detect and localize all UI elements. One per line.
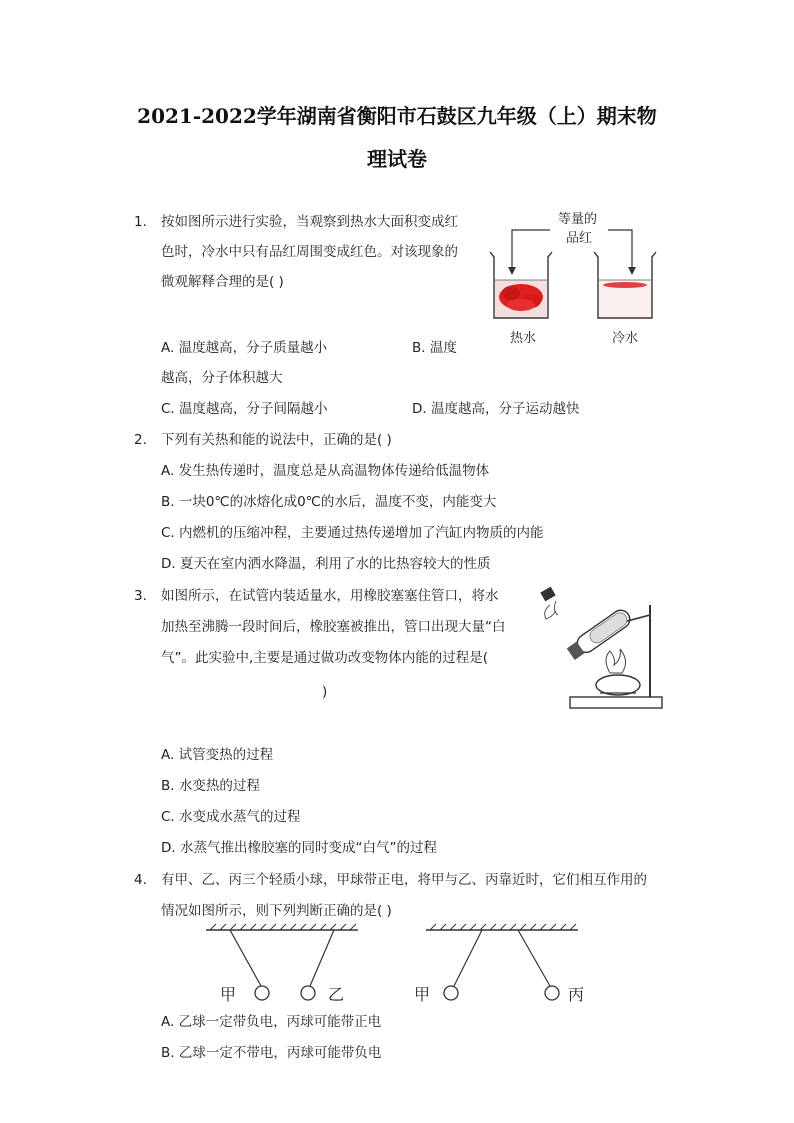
q1-fig-label-top-2: 品红 bbox=[566, 231, 593, 246]
q4-label-jia-right: 甲 bbox=[414, 985, 431, 1004]
q3-stem-line-3: 气”。此实验中,主要是通过做功改变物体内能的过程是( bbox=[161, 650, 489, 666]
q4-stem-line-2: 情况如图所示，则下列判断正确的是( ) bbox=[161, 903, 392, 919]
q1-option-c: C. 温度越高，分子间隔越小 bbox=[161, 401, 328, 417]
q1-stem-line-1: 按如图所示进行实验，当观察到热水大面积变成红 bbox=[161, 214, 458, 230]
ball-bing bbox=[545, 986, 559, 1000]
q2-option-c: C. 内燃机的压缩冲程，主要通过热传递增加了汽缸内物质的内能 bbox=[161, 525, 544, 541]
q3-close-paren: ) bbox=[322, 684, 328, 700]
q1-option-d: D. 温度越高，分子运动越快 bbox=[412, 401, 580, 417]
q4-stem-line-1: 有甲、乙、丙三个轻质小球，甲球带正电，将甲与乙、丙靠近时，它们相互作用的 bbox=[161, 872, 647, 888]
thread-bing bbox=[518, 930, 550, 986]
q3-test-tube-figure bbox=[530, 575, 670, 715]
q3-stem-line-2: 加热至沸腾一段时间后，橡胶塞被推出，管口出现大量“白 bbox=[161, 619, 506, 635]
arrow-to-cold-beaker bbox=[608, 230, 632, 273]
q2-option-b: B. 一块0℃的冰熔化成0℃的水后，温度不变，内能变大 bbox=[161, 494, 497, 510]
q4-number: 4. bbox=[134, 872, 147, 888]
q4-option-a: A. 乙球一定带负电，丙球可能带正电 bbox=[161, 1014, 382, 1030]
q2-option-a: A. 发生热传递时，温度总是从高温物体传递给低温物体 bbox=[161, 463, 490, 479]
q2-number: 2. bbox=[134, 432, 147, 448]
right-ceiling bbox=[426, 924, 578, 930]
white-gas-puff bbox=[540, 587, 558, 619]
q4-option-b: B. 乙球一定不带电，丙球可能带负电 bbox=[161, 1045, 382, 1061]
q4-label-bing: 丙 bbox=[568, 985, 585, 1004]
q1-fig-label-top-1: 等量的 bbox=[558, 212, 598, 227]
q3-option-a: A. 试管变热的过程 bbox=[161, 747, 274, 763]
q1-stem-line-3: 微观解释合理的是( ) bbox=[161, 274, 284, 290]
q3-option-d: D. 水蒸气推出橡胶塞的同时变成“白气”的过程 bbox=[161, 840, 437, 856]
alcohol-lamp bbox=[596, 649, 640, 695]
thread-jia-right bbox=[454, 930, 482, 986]
q3-stem-line-1: 如图所示，在试管内装适量水，用橡胶塞塞住管口，将水 bbox=[161, 588, 499, 604]
q1-option-b: B. 温度 bbox=[412, 340, 457, 356]
page-title-line-1: 2021-2022学年湖南省衡阳市石鼓区九年级（上）期末物 bbox=[137, 104, 657, 128]
q1-fig-label-cold: 冷水 bbox=[612, 331, 639, 346]
rubber-stopper bbox=[567, 642, 585, 660]
q4-label-yi: 乙 bbox=[328, 985, 345, 1004]
q1-fig-label-hot: 热水 bbox=[510, 331, 537, 346]
ball-jia-right bbox=[444, 986, 458, 1000]
q4-hanging-balls-figure bbox=[200, 920, 620, 1010]
small-red-dye-patch bbox=[603, 282, 647, 288]
q1-option-b-continued: 越高，分子体积越大 bbox=[161, 370, 283, 386]
left-ceiling bbox=[206, 924, 358, 930]
page-title-line-2: 理试卷 bbox=[367, 147, 427, 171]
q1-stem-line-2: 色时，冷水中只有品红周围变成红色。对该现象的 bbox=[161, 244, 458, 260]
q1-option-a: A. 温度越高，分子质量越小 bbox=[161, 340, 328, 356]
q3-option-c: C. 水变成水蒸气的过程 bbox=[161, 809, 301, 825]
ball-yi bbox=[301, 986, 315, 1000]
q3-number: 3. bbox=[134, 588, 147, 604]
ball-jia-left bbox=[255, 986, 269, 1000]
q4-label-jia-left: 甲 bbox=[220, 985, 237, 1004]
q3-option-b: B. 水变热的过程 bbox=[161, 778, 260, 794]
q1-number: 1. bbox=[134, 214, 147, 230]
q2-stem: 下列有关热和能的说法中，正确的是( ) bbox=[161, 432, 392, 448]
arrow-to-hot-beaker bbox=[512, 230, 550, 273]
thread-yi bbox=[310, 930, 334, 986]
stand-base bbox=[570, 697, 662, 708]
q2-option-d: D. 夏天在室内洒水降温，利用了水的比热容较大的性质 bbox=[161, 556, 491, 572]
thread-jia-left bbox=[230, 930, 261, 986]
